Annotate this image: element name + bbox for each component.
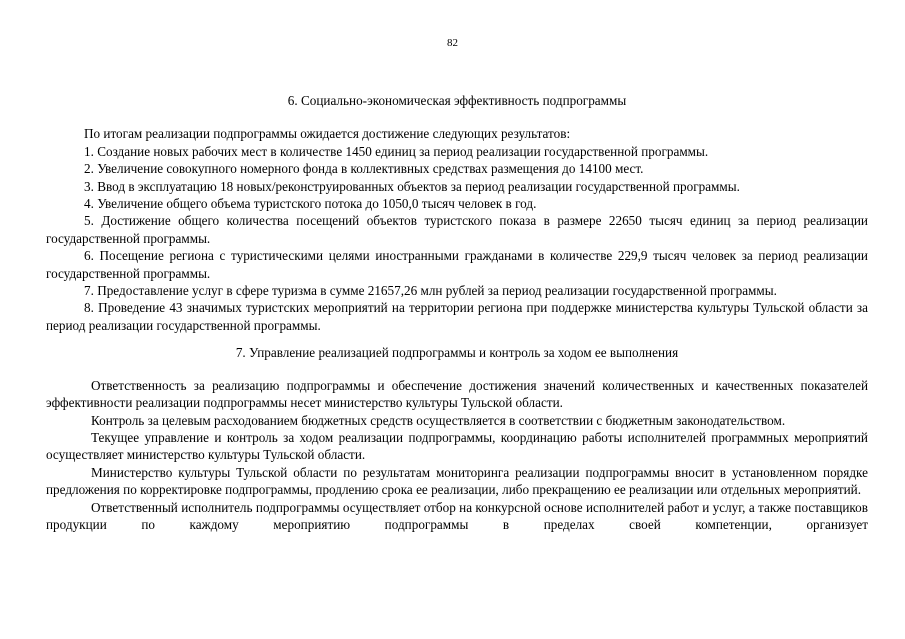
result-item-8: 8. Проведение 43 значимых туристских мероприятий на территории региона при поддержке министерства культуры Тульской области за период реализации государственной программы.: [46, 300, 868, 333]
section-7-title: 7. Управление реализацией подпрограммы и контроль за ходом ее выполнения: [235, 345, 679, 361]
section-6-title: 6. Социально-экономическая эффективность подпрограммы: [287, 93, 627, 108]
section-7-paragraph-1: Ответственность за реализацию подпрограммы и обеспечение достижения значений количественных и качественных показателей эффективности реализации подпрограммы несет министерство культуры Тульской области.: [46, 377, 868, 411]
result-item-7: 7. Предоставление услуг в сфере туризма в сумме 21657,26 млн рублей за период реализации государственной программы.: [84, 283, 777, 299]
result-item-2: 2. Увеличение совокупного номерного фонда в коллективных средствах размещения до 14100 мест.: [84, 161, 644, 177]
result-item-6: 6. Посещение региона с туристическими целями иностранными гражданами в количестве 229,9 тысяч человек за период реализации государственной программы.: [46, 248, 868, 281]
result-item-5: 5. Достижение общего количества посещений объектов туристского показа в размере 22650 тысяч единиц за период реализации государственной программы.: [46, 213, 868, 246]
page-number: 82: [447, 37, 458, 49]
section-7-paragraph-4: Министерство культуры Тульской области по результатам мониторинга реализации подпрограммы вносит в установленном порядке предложения по корректировке подпрограммы, продлению срока ее реализации, либо прекращению ее реализации или отдельных мероприятий.: [46, 464, 868, 498]
section-7-paragraph-5: Ответственный исполнитель подпрограммы осуществляет отбор на конкурсной основе исполнителей работ и услуг, а также поставщиков продукции по каждому мероприятию подпрограммы в пределах своей компетенции, организует: [46, 499, 868, 532]
result-item-1: 1. Создание новых рабочих мест в количестве 1450 единиц за период реализации государственной программы.: [84, 143, 709, 159]
section-6-intro: По итогам реализации подпрограммы ожидается достижение следующих результатов:: [84, 126, 571, 142]
result-item-3: 3. Ввод в эксплуатацию 18 новых/реконструированных объектов за период реализации государственной программы.: [84, 178, 740, 194]
result-item-4: 4. Увеличение общего объема туристского потока до 1050,0 тысяч человек в год.: [84, 196, 537, 212]
document-body: [46, 92, 868, 533]
section-7-paragraph-2: Контроль за целевым расходованием бюджетных средств осуществляется в соответствии с бюджетным законодательством.: [91, 412, 786, 428]
section-7-paragraph-3: Текущее управление и контроль за ходом реализации подпрограммы, координацию работы исполнителей программных мероприятий осуществляет министерство культуры Тульской области.: [46, 429, 868, 463]
